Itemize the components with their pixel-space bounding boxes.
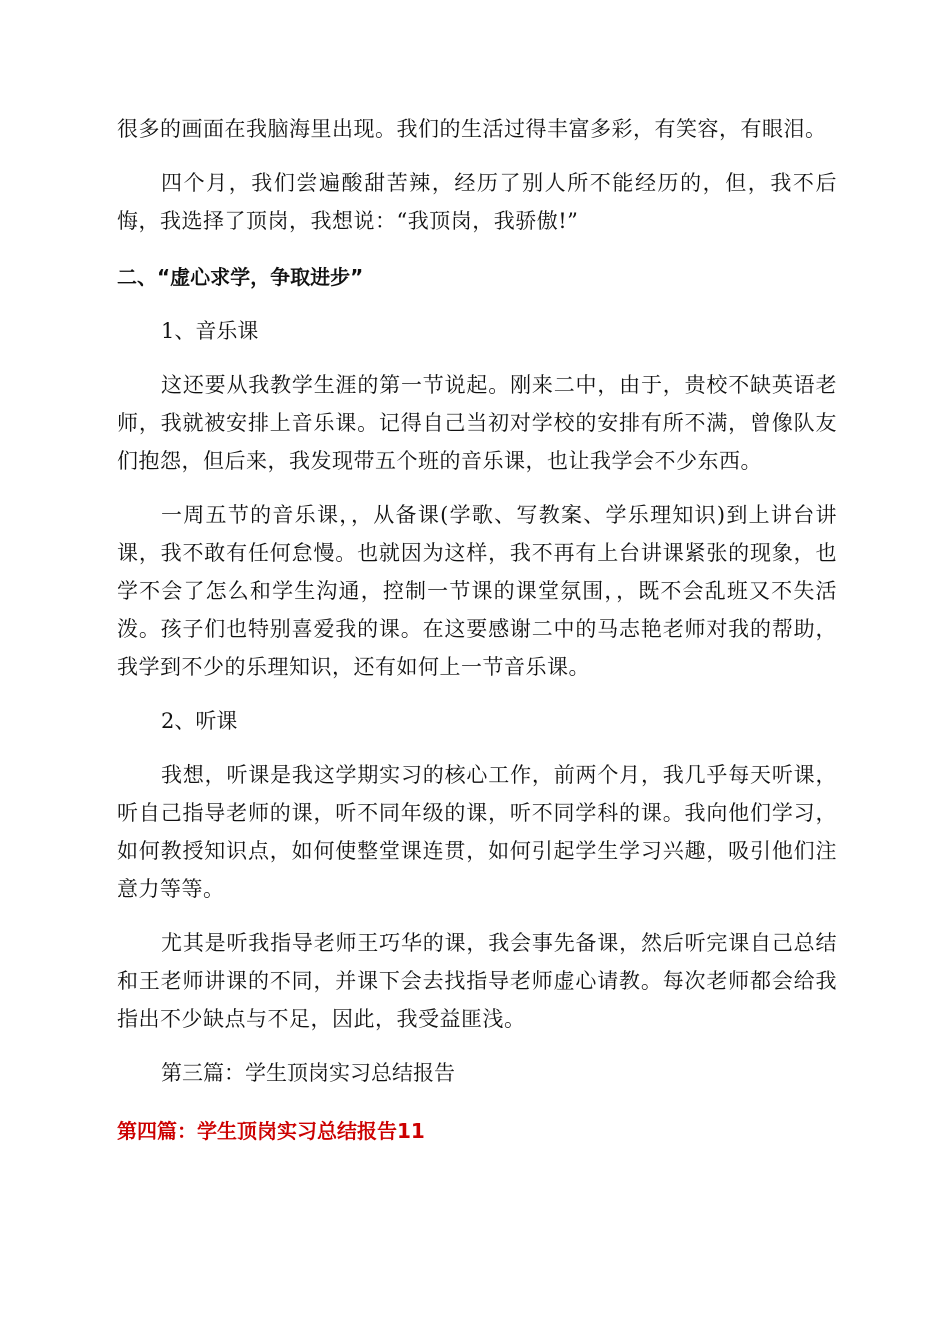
article-three-title: 第三篇：学生顶岗实习总结报告 (161, 1061, 455, 1085)
article-four-heading: 第四篇：学生顶岗实习总结报告11 (117, 1119, 425, 1143)
paragraph-continued: 很多的画面在我脑海里出现。我们的生活过得丰富多彩，有笑容，有眼泪。 (117, 117, 827, 141)
paragraph-five-classes: 一周五节的音乐课，，从备课(学歌、写教案、学乐理知识)到上讲台讲课，我不敢有任何怠慢。也就因为这样，我不再有上台讲课紧张的现象，也学不会了怎么和学生沟通，控制一节课的课堂氛围，，既不会乱班又不失活泼。孩子们也特别喜爱我的课。在这要感谢二中的马志艳老师对我的帮助，我学到不少的乐理知识，还有如何上一节音乐课。 (117, 503, 837, 679)
section-heading-two: 二、“虚心求学，争取进步” (117, 265, 364, 289)
paragraph-mentor: 尤其是听我指导老师王巧华的课，我会事先备课，然后听完课自己总结和王老师讲课的不同，并课下会去找指导老师虚心请教。每次老师都会给我指出不少缺点与不足，因此，我受益匪浅。 (117, 931, 837, 1031)
paragraph-four-months: 四个月，我们尝遍酸甜苦辣，经历了别人所不能经历的，但，我不后悔，我选择了顶岗，我想说：“我顶岗，我骄傲!” (117, 171, 837, 233)
subheading-music-class: 1、音乐课 (161, 319, 259, 343)
subheading-observing-classes: 2、听课 (161, 709, 238, 733)
paragraph-observing-core: 我想，听课是我这学期实习的核心工作，前两个月，我几乎每天听课，听自己指导老师的课，听不同年级的课，听不同学科的课。我向他们学习，如何教授知识点，如何使整堂课连贯，如何引起学生学习兴趣，吸引他们注意力等等。 (117, 763, 837, 901)
document-body (117, 110, 837, 1150)
paragraph-first-class: 这还要从我教学生涯的第一节说起。刚来二中，由于，贵校不缺英语老师，我就被安排上音乐课。记得自己当初对学校的安排有所不满，曾像队友们抱怨，但后来，我发现带五个班的音乐课，也让我学会不少东西。 (117, 373, 837, 473)
